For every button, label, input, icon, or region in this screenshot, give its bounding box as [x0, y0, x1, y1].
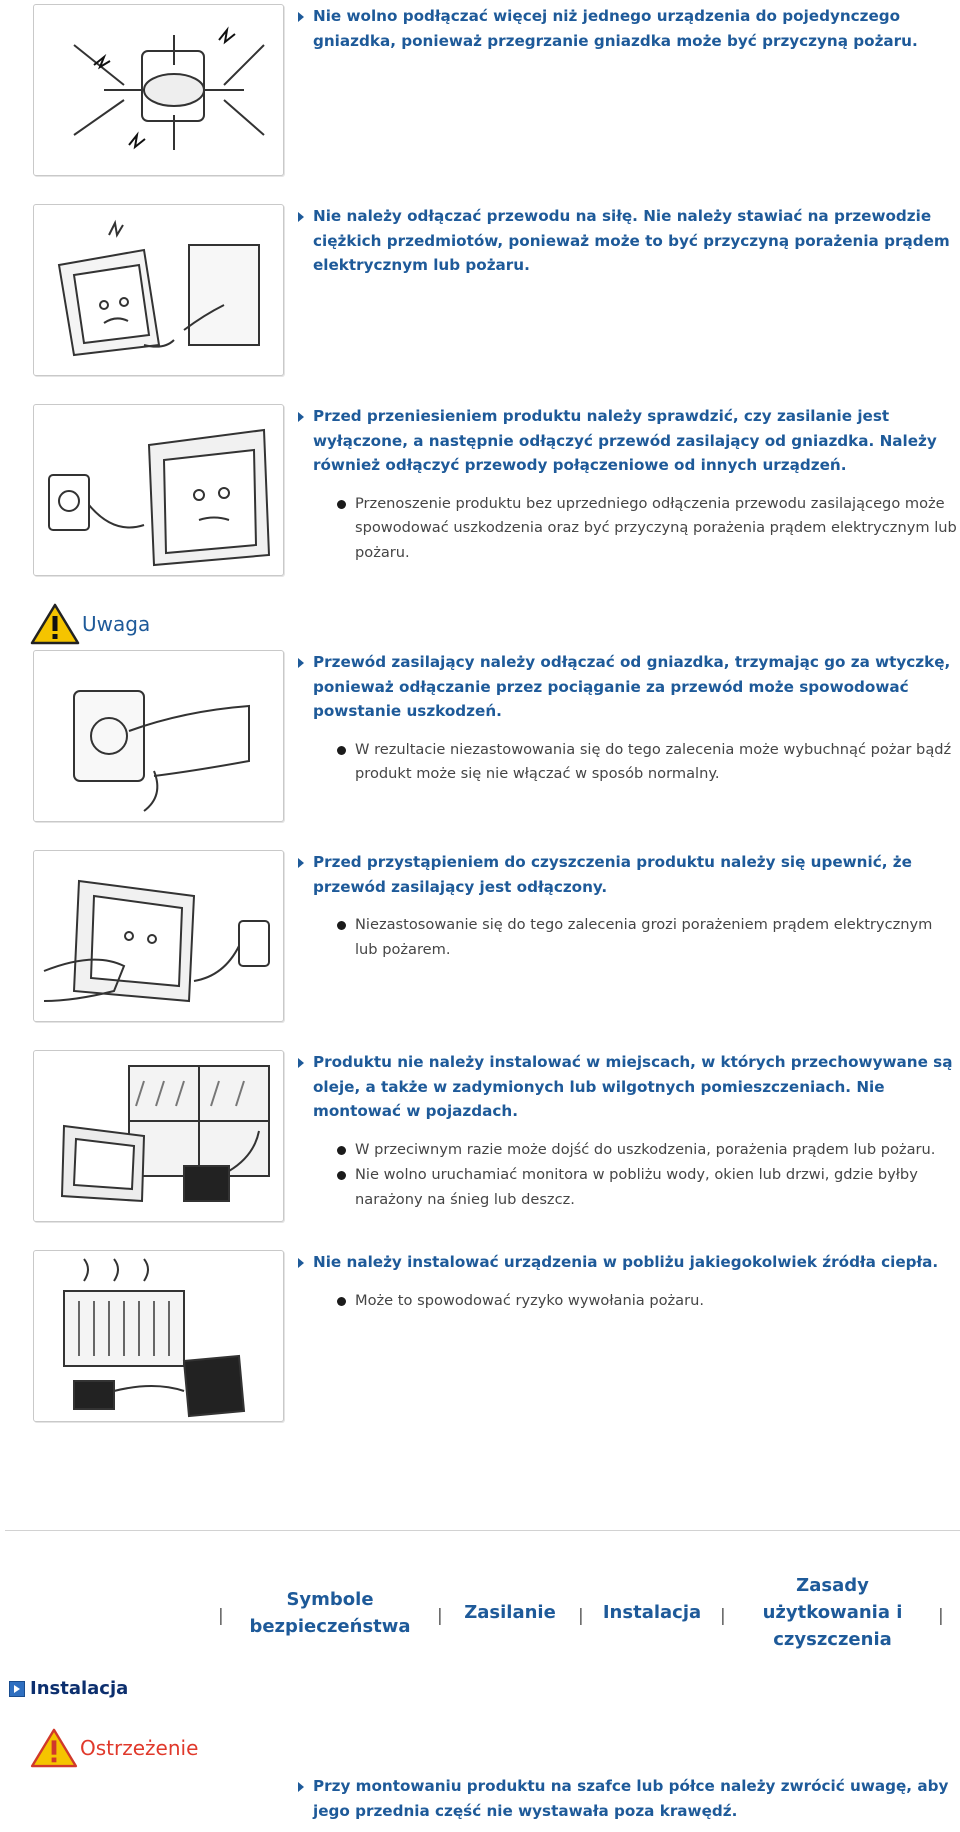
- multi-plug-socket-illustration: [33, 4, 284, 176]
- nav-separator: |: [938, 1606, 944, 1626]
- hand-unplugging-illustration: [33, 650, 284, 822]
- item-heading: Nie należy odłączać przewodu na siłę. Nie należy stawiać na przewodzie ciężkich przedmiotów, ponieważ może to być przyczyną porażenia prądem elektrycznym lub pożaru.: [297, 204, 957, 278]
- list-item: Niezastosowanie się do tego zalecenia grozi porażeniem prądem elektrycznym lub pożarem.: [297, 913, 957, 962]
- list-item: W przeciwnym razie może dojść do uszkodzenia, porażenia prądem lub pożaru.: [297, 1138, 957, 1163]
- arrow-right-icon: [298, 212, 304, 222]
- item-heading: Przewód zasilający należy odłączać od gniazdka, trzymając go za wtyczkę, ponieważ odłączanie przez pociąganie za przewód może spowodować powstanie uszkodzeń.: [297, 650, 957, 724]
- arrow-right-icon: [298, 1782, 304, 1792]
- safety-item: [297, 1774, 957, 1823]
- nav-separator: |: [720, 1606, 726, 1626]
- nav-separator: |: [218, 1606, 224, 1626]
- arrow-right-icon: [298, 12, 304, 22]
- pulling-cord-illustration: [33, 204, 284, 376]
- item-heading: Przed przystąpieniem do czyszczenia produktu należy się upewnić, że przewód zasilający jest odłączony.: [297, 850, 957, 899]
- section-title: Instalacja: [30, 1678, 129, 1699]
- section-heading: [9, 1678, 128, 1699]
- arrow-right-icon: [298, 412, 304, 422]
- caution-label: Uwaga: [82, 612, 151, 636]
- nav-separator: |: [578, 1606, 584, 1626]
- nav-link-safety-symbols[interactable]: Symbole bezpieczeństwa: [249, 1589, 411, 1637]
- unplug-before-moving-illustration: [33, 404, 284, 576]
- item-heading: Przy montowaniu produktu na szafce lub półce należy zwrócić uwagę, aby jego przednia część nie wystawała poza krawędź.: [297, 1774, 957, 1823]
- item-heading: Produktu nie należy instalować w miejscach, w których przechowywane są oleje, a także w zadymionych lub wilgotnych pomieszczeniach. Nie montować w pojazdach.: [297, 1050, 957, 1124]
- list-item: Przenoszenie produktu bez uprzedniego odłączenia przewodu zasilającego może spowodować uszkodzenia oraz być przyczyną porażenia prądem elektrycznym lub pożaru.: [297, 492, 957, 566]
- bullet-icon: [337, 1297, 346, 1306]
- list-item: Nie wolno uruchamiać monitora w pobliżu wody, okien lub drzwi, gdzie byłby narażony na śnieg lub deszcz.: [297, 1163, 957, 1212]
- play-square-icon: [9, 1681, 25, 1697]
- footer-nav: [0, 1572, 960, 1672]
- nav-link-usage-cleaning[interactable]: Zasady użytkowania i czyszczenia: [762, 1575, 903, 1650]
- arrow-right-icon: [298, 858, 304, 868]
- bullet-icon: [337, 500, 346, 509]
- warning-heading: [30, 1728, 198, 1768]
- arrow-right-icon: [298, 1058, 304, 1068]
- caution-heading: [30, 603, 150, 645]
- item-heading: Nie należy instalować urządzenia w pobliżu jakiegokolwiek źródła ciepła.: [297, 1250, 957, 1275]
- nav-link-power[interactable]: Zasilanie: [464, 1602, 556, 1623]
- warning-triangle-icon: [30, 603, 80, 645]
- cleaning-frame-illustration: [33, 850, 284, 1022]
- heater-illustration: [33, 1250, 284, 1422]
- frame-near-window-illustration: [33, 1050, 284, 1222]
- item-heading: Przed przeniesieniem produktu należy sprawdzić, czy zasilanie jest wyłączone, a następnie odłączyć przewód zasilający od gniazdka. Należy również odłączyć przewody połączeniowe od innych urządzeń.: [297, 404, 957, 478]
- warning-triangle-icon: [30, 1728, 78, 1768]
- bullet-icon: [337, 921, 346, 930]
- bullet-icon: [337, 746, 346, 755]
- list-item: Może to spowodować ryzyko wywołania pożaru.: [297, 1289, 957, 1314]
- nav-link-installation[interactable]: Instalacja: [602, 1602, 702, 1623]
- divider: [5, 1530, 960, 1531]
- warning-label: Ostrzeżenie: [80, 1736, 199, 1760]
- list-item: W rezultacie niezastowowania się do tego zalecenia może wybuchnąć pożar bądź produkt może się nie włączać w sposób normalny.: [297, 738, 957, 787]
- bullet-icon: [337, 1146, 346, 1155]
- item-heading: Nie wolno podłączać więcej niż jednego urządzenia do pojedynczego gniazdka, ponieważ przegrzanie gniazdka może być przyczyną pożaru.: [297, 4, 957, 53]
- bullet-icon: [337, 1171, 346, 1180]
- arrow-right-icon: [298, 1258, 304, 1268]
- nav-separator: |: [437, 1606, 443, 1626]
- arrow-right-icon: [298, 658, 304, 668]
